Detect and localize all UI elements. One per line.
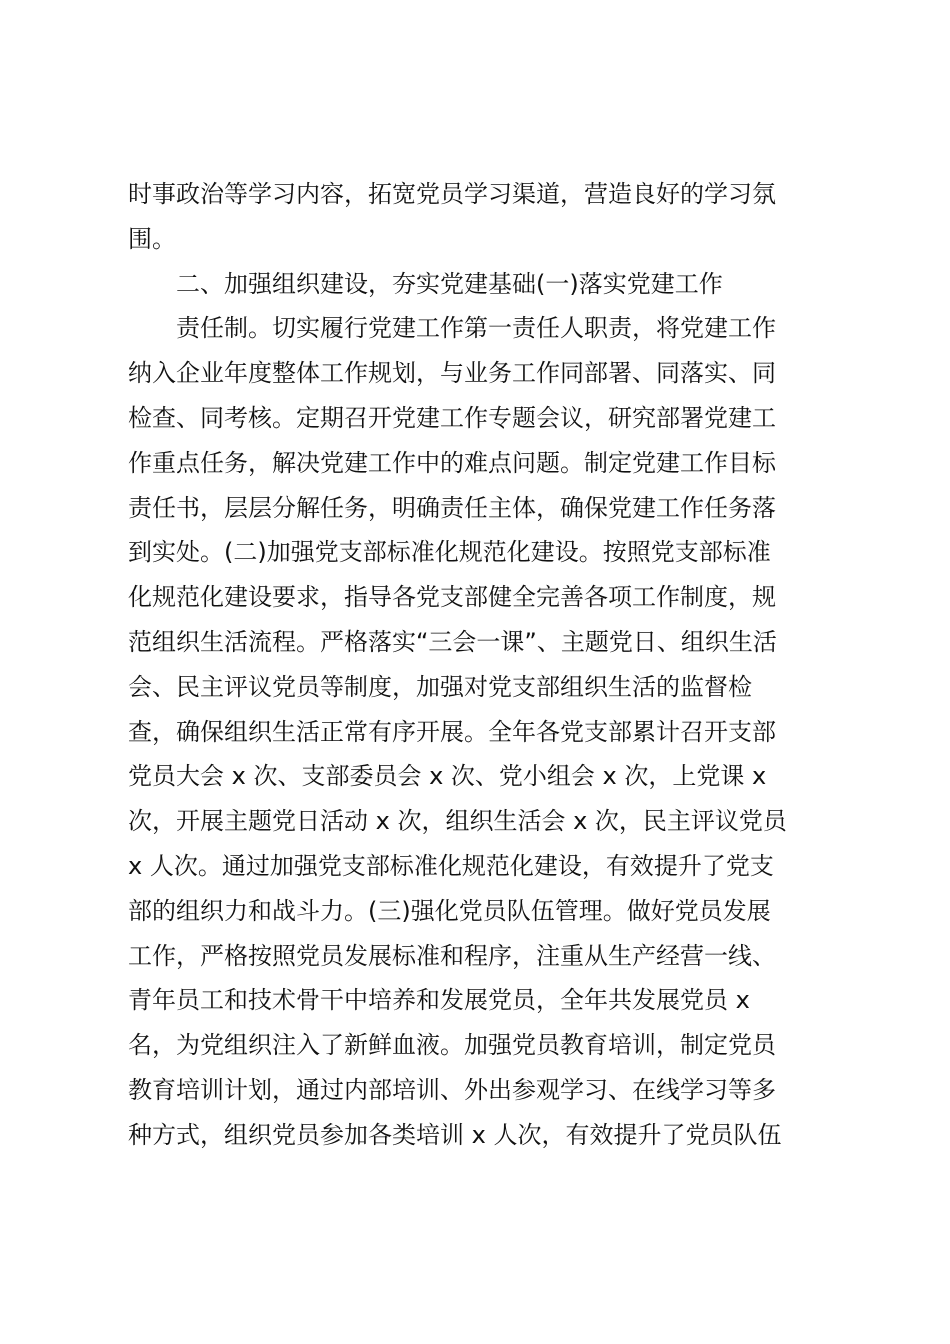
text-line: 党员大会 x 次、支部委员会 x 次、党小组会 x 次，上党课 x — [128, 762, 767, 791]
text-line: x 人次。通过加强党支部标准化规范化建设，有效提升了党支 — [128, 851, 774, 880]
text-line: 时事政治等学习内容，拓宽党员学习渠道，营造良好的学习氛 — [128, 180, 776, 208]
text-line: 种方式，组织党员参加各类培训 x 人次，有效提升了党员队伍 — [128, 1120, 782, 1149]
text-line: 责任书，层层分解任务，明确责任主体，确保党建工作任务落 — [128, 493, 776, 522]
text-line: 查，确保组织生活正常有序开展。全年各党支部累计召开支部 — [128, 717, 776, 746]
body-text — [128, 172, 828, 1158]
text-line: 次，开展主题党日活动 x 次，组织生活会 x 次，民主评议党员 — [128, 807, 787, 836]
text-line: 围。 — [128, 224, 176, 253]
text-line: 青年员工和技术骨干中培养和发展党员，全年共发展党员 x — [128, 986, 750, 1015]
section-heading-line: 二、加强组织建设，夯实党建基础(一)落实党建工作 — [176, 269, 723, 298]
text-line: 教育培训计划，通过内部培训、外出参观学习、在线学习等多 — [128, 1075, 776, 1104]
text-line: 工作，严格按照党员发展标准和程序，注重从生产经营一线、 — [128, 941, 776, 970]
text-line: 部的组织力和战斗力。(三)强化党员队伍管理。做好党员发展 — [128, 896, 771, 925]
text-line: 责任制。切实履行党建工作第一责任人职责，将党建工作 — [176, 314, 776, 343]
text-line: 到实处。(二)加强党支部标准化规范化建设。按照党支部标准 — [128, 538, 771, 567]
text-line: 检查、同考核。定期召开党建工作专题会议，研究部署党建工 — [128, 403, 776, 432]
text-line: 化规范化建设要求，指导各党支部健全完善各项工作制度，规 — [128, 583, 776, 612]
text-line: 作重点任务，解决党建工作中的难点问题。制定党建工作目标 — [128, 448, 776, 477]
text-line: 纳入企业年度整体工作规划，与业务工作同部署、同落实、同 — [128, 359, 776, 388]
text-line: 名，为党组织注入了新鲜血液。加强党员教育培训，制定党员 — [128, 1031, 776, 1060]
text-line: 会、民主评议党员等制度，加强对党支部组织生活的监督检 — [128, 672, 752, 701]
text-line: 范组织生活流程。严格落实“三会一课”、主题党日、组织生活 — [128, 627, 777, 656]
